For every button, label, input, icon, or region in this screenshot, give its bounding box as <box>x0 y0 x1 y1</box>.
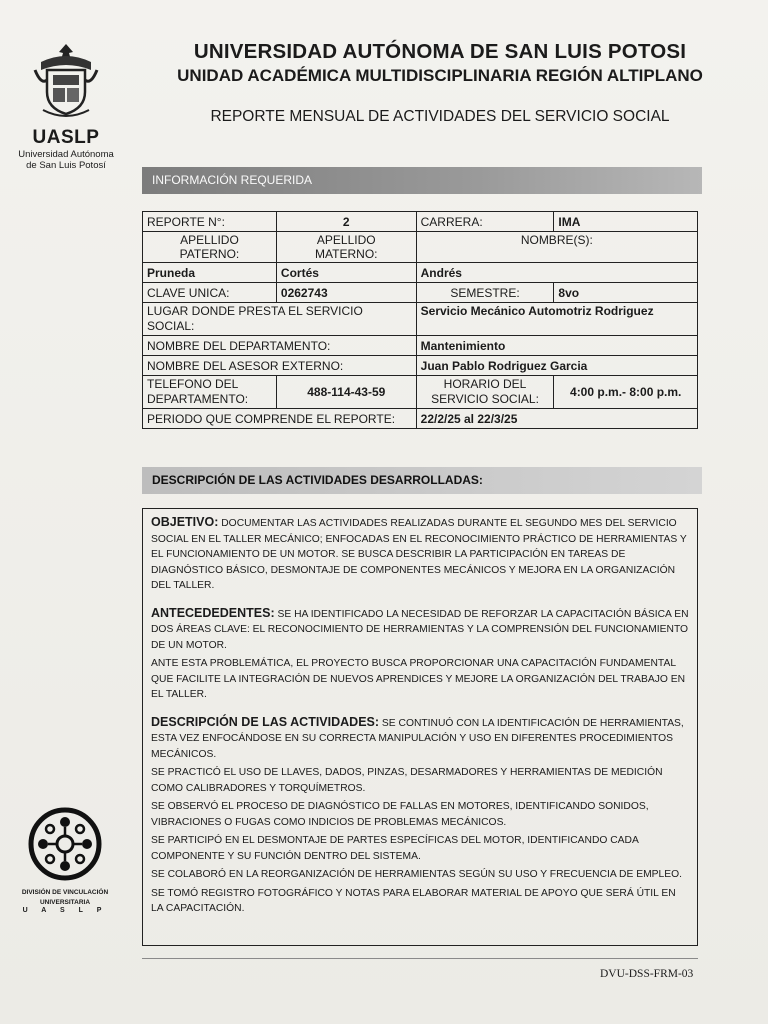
report-no-value: 2 <box>276 212 416 232</box>
maternal-label <box>276 232 416 263</box>
activities-section-bar: DESCRIPCIÓN DE LAS ACTIVIDADES DESARROLLADAS: <box>142 467 702 494</box>
division-label-2: UNIVERSITARIA <box>39 899 91 906</box>
place-label: LUGAR DONDE PRESTA EL SERVICIO SOCIAL: <box>143 303 417 336</box>
career-label: CARRERA: <box>416 212 554 232</box>
semester-value: 8vo <box>554 283 698 303</box>
division-logo <box>10 806 120 914</box>
background-paragraph-2: ANTE ESTA PROBLEMÁTICA, EL PROYECTO BUSCA PROPORCIONAR UNA CAPACITACIÓN FUNDAMENTAL QUE FACILITE LA INTEGRACIÓN DE NUEVOS APRENDICES Y MEJORE LA ORGANIZACIÓN DEL TRABAJO EN EL TALLER. <box>151 658 686 700</box>
activity-item: SE PARTICIPÓ EN EL DESMONTAJE DE PARTES ESPECÍFICAS DEL MOTOR, IDENTIFICANDO CADA COMPONENTE Y SU FUNCIÓN DENTRO DEL SISTEMA. <box>151 835 639 862</box>
paternal-label <box>143 232 277 263</box>
maternal-value: Cortés <box>276 263 416 283</box>
objective-paragraph <box>151 515 689 594</box>
paternal-label-1: APELLIDO <box>180 233 239 247</box>
schedule-value: 4:00 p.m.- 8:00 p.m. <box>554 376 698 409</box>
info-section-bar: INFORMACIÓN REQUERIDA <box>142 167 702 194</box>
activity-item: SE OBSERVÓ EL PROCESO DE DIAGNÓSTICO DE FALLAS EN MOTORES, IDENTIFICANDO SONIDOS, VIBRACIONES O FUGAS COMO INDICIOS DE PROBLEMAS MECÁNICOS. <box>151 801 649 828</box>
table-row <box>143 283 698 303</box>
description-box <box>142 508 698 946</box>
advisor-value: Juan Pablo Rodriguez Garcia <box>416 356 697 376</box>
maternal-label-2: MATERNO: <box>315 247 378 261</box>
university-title: UNIVERSIDAD AUTÓNOMA DE SAN LUIS POTOSI <box>193 40 687 63</box>
table-row <box>143 336 698 356</box>
dept-value: Mantenimiento <box>416 336 697 356</box>
activities-lead: DESCRIPCIÓN DE LAS ACTIVIDADES: <box>151 714 380 729</box>
division-letters: U A S L P <box>22 907 108 914</box>
paternal-label-2: PATERNO: <box>179 247 240 261</box>
footer-divider <box>142 958 698 959</box>
table-row <box>143 376 698 409</box>
maternal-label-1: APELLIDO <box>316 233 376 247</box>
logo-subtitle-1: Universidad Autónoma <box>18 149 114 160</box>
division-label-1: DIVISIÓN DE VINCULACIÓN <box>21 889 109 896</box>
activities-text: SE CONTINUÓ CON LA IDENTIFICACIÓN DE HERRAMIENTAS, ESTA VEZ ENFOCÁNDOSE EN SU CORRECTA MANIPULACIÓN Y USO EN DIFERENTES PROCEDIMIENTOS MECÁNICOS. <box>151 717 684 760</box>
semester-label: SEMESTRE: <box>416 283 554 303</box>
logo-name: UASLP <box>32 127 100 148</box>
activity-item: SE TOMÓ REGISTRO FOTOGRÁFICO Y NOTAS PARA ELABORAR MATERIAL DE APOYO QUE SERÁ ÚTIL EN LA CAPACITACIÓN. <box>151 887 676 914</box>
activities-paragraph <box>151 715 689 763</box>
objective-text: DOCUMENTAR LAS ACTIVIDADES REALIZADAS DURANTE EL SEGUNDO MES DEL SERVICIO SOCIAL EN EL TALLER MECÁNICO; ENFOCADAS EN EL RECONOCIMIENTO PRÁCTICO DE HERRAMIENTAS Y EL FUNCIONAMIENTO DE UN MOTOR. SE BUSCA DESCRIBIR LA PARTICIPACIÓN EN TAREAS DE DIAGNÓSTICO BÁSICO, DESMONTAJE DE COMPONENTES MECÁNICOS Y MEJORA EN LA ORGANIZACIÓN DEL TALLER. <box>151 518 687 591</box>
logo-subtitle-2: de San Luis Potosí <box>26 160 106 171</box>
info-table <box>142 211 698 429</box>
background-lead: ANTECEDEDENTES: <box>151 605 275 620</box>
table-row <box>143 409 698 429</box>
activity-item: SE PRACTICÓ EL USO DE LLAVES, DADOS, PINZAS, DESARMADORES Y HERRAMIENTAS DE MEDICIÓN COMO CALIBRADORES Y TORQUÍMETROS. <box>151 767 663 794</box>
background-paragraph <box>151 606 689 654</box>
unit-title: UNIDAD ACADÉMICA MULTIDISCIPLINARIA REGIÓN ALTIPLANO <box>177 66 703 85</box>
period-value: 22/2/25 al 22/3/25 <box>416 409 697 429</box>
report-title: REPORTE MENSUAL DE ACTIVIDADES DEL SERVICIO SOCIAL <box>210 108 670 125</box>
names-value: Andrés <box>416 263 697 283</box>
id-label: CLAVE UNICA: <box>143 283 277 303</box>
objective-lead: OBJETIVO: <box>151 515 219 529</box>
table-row <box>143 212 698 232</box>
crest-icon <box>31 40 101 120</box>
table-row <box>143 356 698 376</box>
phone-value: 488-114-43-59 <box>276 376 416 409</box>
period-label: PERIODO QUE COMPRENDE EL REPORTE: <box>143 409 417 429</box>
form-code: DVU-DSS-FRM-03 <box>600 968 694 980</box>
background-text: SE HA IDENTIFICADO LA NECESIDAD DE REFORZAR LA CAPACITACIÓN BÁSICA EN DOS ÁREAS CLAVE: EL RECONOCIMIENTO DE HERRAMIENTAS Y LA COMPRENSIÓN DEL FUNCIONAMIENTO DE UN MOTOR. <box>151 608 689 651</box>
paternal-value: Pruneda <box>143 263 277 283</box>
dept-label: NOMBRE DEL DEPARTAMENTO: <box>143 336 417 356</box>
division-seal-icon <box>27 806 103 882</box>
id-value: 0262743 <box>276 283 416 303</box>
table-row <box>143 303 698 336</box>
phone-label: TELEFONO DEL DEPARTAMENTO: <box>143 376 277 409</box>
report-no-label: REPORTE N°: <box>143 212 277 232</box>
place-value: Servicio Mecánico Automotriz Rodriguez <box>416 303 697 336</box>
career-value: IMA <box>554 212 698 232</box>
activity-item: SE COLABORÓ EN LA REORGANIZACIÓN DE HERRAMIENTAS SEGÚN SU USO Y FRECUENCIA DE EMPLEO. <box>151 869 682 880</box>
uaslp-logo <box>6 40 126 171</box>
names-label: NOMBRE(S): <box>416 232 697 263</box>
schedule-label: HORARIO DEL SERVICIO SOCIAL: <box>416 376 554 409</box>
table-row <box>143 263 698 283</box>
table-row <box>143 232 698 263</box>
advisor-label: NOMBRE DEL ASESOR EXTERNO: <box>143 356 417 376</box>
